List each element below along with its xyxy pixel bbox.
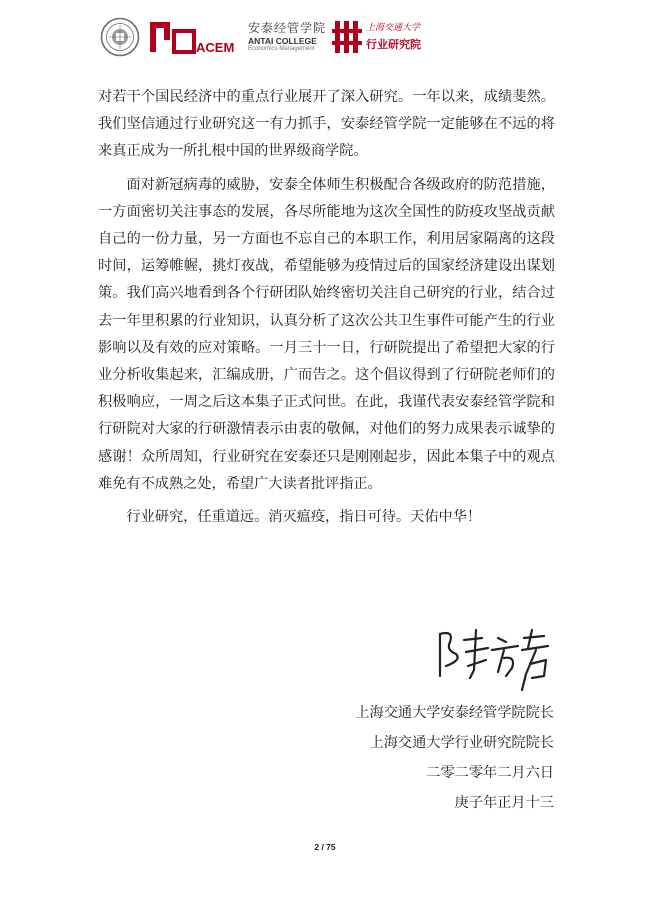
- college-name-en: ANTAI COLLEGE: [248, 35, 317, 46]
- letter-date: 二零二零年二月六日: [426, 765, 554, 781]
- handwritten-signature: [432, 620, 552, 700]
- college-name-block: [248, 22, 326, 53]
- college-name-en-sub: Economics·Management: [248, 46, 315, 53]
- closing-block: [355, 698, 554, 818]
- page-header: [100, 15, 421, 59]
- industry-research-logo-icon: [332, 17, 362, 57]
- sjtu-script-name: 上海交通大学: [366, 23, 421, 33]
- paragraph-epidemic: 面对新冠病毒的威胁，安泰全体师生积极配合各级政府的防范措施，一方面密切关注事态的发展，各尽所能地为这次全国性的防疫攻坚战贡献自己的一份力量，另一方面也不忘自己的本职工作，利用居家隔离的这段时间，运筹帷幄，挑灯夜战，希望能够为疫情过后的国家经济建设出谋划策。我们高兴地看到各个行研团队始终密切关注自己研究的行业，结合过去一年里积累的行业知识，认真分析了这次公共卫生事件可能产生的行业影响以及有效的应对策略。一月三十一日，行研院提出了希望把大家的行业分析收集起来，汇编成册，广而告之。这个倡议得到了行研院老师们的积极响应，一周之后这本集子正式问世。在此，我谨代表安泰经管学院和行研院对大家的行研激情表示由衷的敬佩，对他们的努力成果表示诚挚的感谢！众所周知，行业研究在安泰还只是刚刚起步，因此本集子中的观点难免有不成熟之处，希望广大读者批评指正。: [98, 176, 555, 492]
- letter-body: [98, 84, 555, 537]
- paragraph-motto: 行业研究，任重道远。消灭瘟疫，指日可待。天佑中华！: [126, 509, 482, 526]
- author-title-institute: 上海交通大学行业研究院院长: [369, 735, 554, 751]
- acem-logo-icon: [148, 19, 240, 55]
- university-seal-icon: [100, 17, 140, 57]
- page-number: 2 / 75: [314, 842, 336, 852]
- author-title-college: 上海交通大学安泰经管学院院长: [355, 705, 554, 721]
- college-name-cn: 安泰经管学院: [248, 20, 327, 35]
- paragraph-continuation: 对若干个国民经济中的重点行业展开了深入研究。一年以来，成绩斐然。我们坚信通过行业研究这一有力抓手，安泰经管学院一定能够在不远的将来真正成为一所扎根中国的世界级商学院。: [98, 89, 555, 160]
- institute-name: 行业研究院: [366, 38, 422, 51]
- letter-lunar-date: 庚子年正月十三: [454, 795, 554, 811]
- acem-mark: ACEM: [196, 40, 235, 55]
- institute-name-block: [366, 24, 421, 50]
